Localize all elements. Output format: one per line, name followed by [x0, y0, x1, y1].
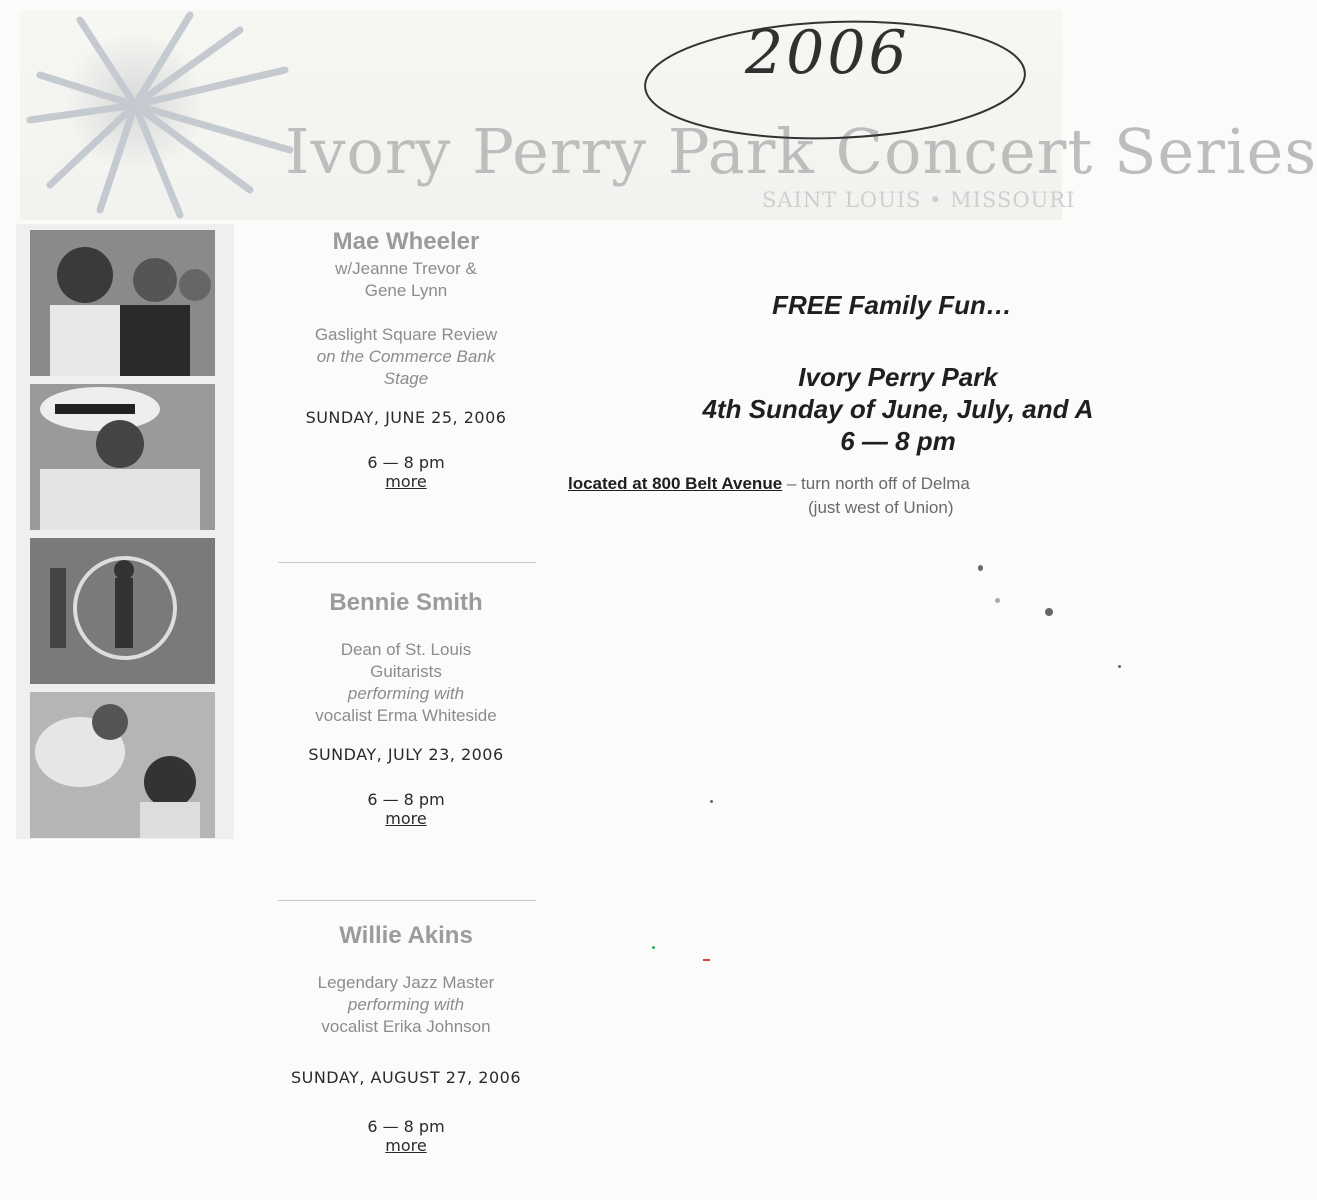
- description-italic: performing with: [347, 995, 465, 1014]
- photo-children: [30, 230, 215, 376]
- speck: [978, 565, 983, 571]
- speck: [1045, 608, 1053, 616]
- speck: [995, 598, 1000, 603]
- series-title: Ivory Perry Park Concert Series: [285, 115, 1317, 188]
- handwritten-year: 2006: [745, 18, 910, 88]
- divider: [278, 900, 536, 901]
- venue-name: Ivory Perry Park: [798, 362, 998, 392]
- description-line: Gene Lynn: [364, 281, 448, 300]
- description-line: Guitarists: [370, 662, 442, 681]
- concert-date: SUNDAY, AUGUST 27, 2006: [290, 1068, 522, 1087]
- more-link[interactable]: more: [385, 1136, 427, 1155]
- sunburst-graphic: [20, 10, 320, 220]
- description-italic: performing with: [347, 684, 465, 703]
- description-line: Gaslight Square Review: [314, 325, 498, 344]
- artist-name: Bennie Smith: [329, 589, 483, 616]
- concert-bennie-smith: [270, 589, 542, 829]
- speck: [703, 959, 710, 961]
- speck: [1118, 665, 1121, 668]
- address-link[interactable]: located at 800 Belt Avenue: [568, 474, 783, 493]
- series-subtitle: SAINT LOUIS • MISSOURI: [762, 188, 1076, 212]
- more-link[interactable]: more: [385, 472, 427, 491]
- description-italic: Stage: [383, 369, 429, 388]
- more-link[interactable]: more: [385, 809, 427, 828]
- landmark: (just west of Union): [808, 498, 954, 517]
- description-line: Legendary Jazz Master: [317, 973, 495, 992]
- speck: [652, 946, 655, 949]
- speck: [710, 800, 713, 803]
- event-info: [568, 290, 1134, 457]
- description-line: vocalist Erika Johnson: [321, 1017, 491, 1036]
- schedule: 4th Sunday of June, July, and A: [702, 394, 1094, 424]
- concert-mae-wheeler: [270, 228, 542, 492]
- description-line: Dean of St. Louis: [340, 640, 472, 659]
- concert-date: SUNDAY, JUNE 25, 2006: [305, 408, 507, 427]
- concert-time: 6 — 8 pm: [367, 790, 445, 809]
- photo-toddler: [30, 692, 215, 838]
- hours: 6 — 8 pm: [840, 426, 956, 456]
- concert-time: 6 — 8 pm: [367, 453, 445, 472]
- headline: FREE Family Fun…: [772, 290, 1012, 320]
- description-line: vocalist Erma Whiteside: [315, 706, 497, 725]
- photo-strip: [16, 224, 234, 839]
- photo-hat: [30, 384, 215, 530]
- description-italic: on the Commerce Bank: [316, 347, 496, 366]
- concert-time: 6 — 8 pm: [367, 1117, 445, 1136]
- divider: [278, 562, 536, 563]
- directions: – turn north off of Delma: [782, 474, 970, 493]
- artist-name: Willie Akins: [339, 922, 473, 949]
- concert-date: SUNDAY, JULY 23, 2006: [308, 745, 504, 764]
- concert-willie-akins: [270, 922, 542, 1156]
- description-line: w/Jeanne Trevor &: [335, 259, 477, 278]
- artist-name: Mae Wheeler: [332, 228, 480, 255]
- photo-hoop: [30, 538, 215, 684]
- location-line: [568, 474, 1134, 494]
